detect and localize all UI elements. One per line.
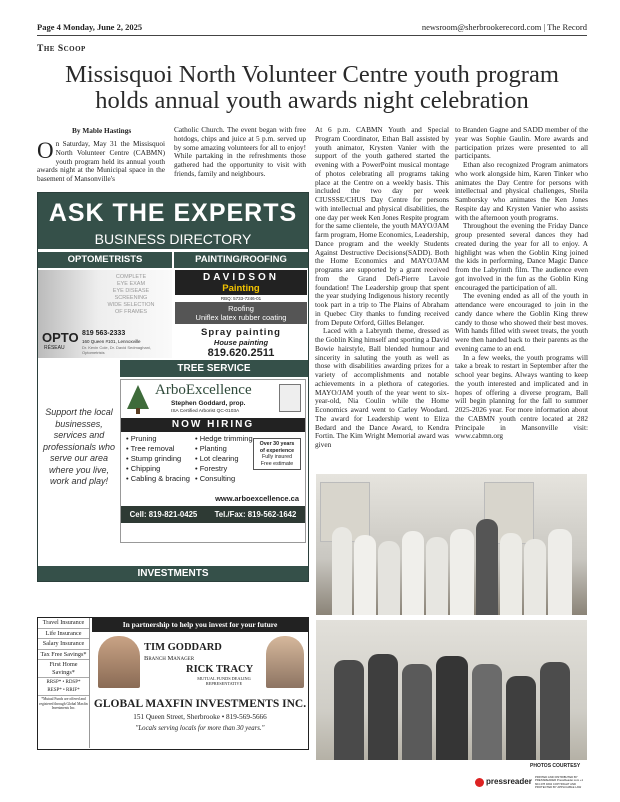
- ad-subtitle: BUSINESS DIRECTORY: [94, 231, 252, 247]
- col4-para: Throughout the evening the Friday Dance group presented several dances they had created during the year for all to enjoy. A highlight was when the Goblin King joined the kids in performing, Dance Magic Dance from the Labyrinth film. The audience even got involved in the fun as the Goblin King encouraged the participation of all.: [455, 221, 588, 292]
- col3-para: Laced with a Labrynth theme, dressed as the Goblin King himself and sporting a David Bowie hairstyle, Ball blended humour and sincerity in saluting the youth as well as those with disabilities awarding prizes for a variety of accomplishments and notable achievements in a plethora of categories. MAYO/JAM youth of the year went to six-year-old, Nia Coulin while the Home Economics award went to Carley Woodard. The award for Leadership went to Eliza Bedard and the Dance Award, to Kendra Fortin. The Kim Wright Memorial award was given: [315, 326, 449, 449]
- article-col-1: [37, 140, 165, 184]
- painting-phone: 819.620.2511: [207, 347, 275, 359]
- arbo-tel: Tel./Fax: 819-562-1642: [214, 510, 297, 519]
- col4-para: The evening ended as all of the youth in attendance were encouraged to join in the candy dance where the Goblin King threw candy to those who showed their best moves. With hands filled with sweet treats, the youth were then handed back to their parents as the evening came to an end.: [455, 291, 588, 353]
- opto-ad: COMPLETE EYE EXAM EYE DISEASE SCREENING WIDE SELECTION OF FRAMES OPTO RÉSEAU 819 563-2333 160 Queen #101, Lennoxville Dr. Kevin Cole, Dr. David Sedmaghani, Optometrists: [38, 270, 172, 358]
- company-address: 151 Queen Street, Sherbrooke • 819-569-5666: [133, 713, 267, 721]
- col4-para: to Branden Gagne and SADD member of the year was Sophie Gaulin. More awards and participation prizes were presented to all participants.: [455, 125, 588, 161]
- pressreader-icon: [475, 778, 484, 787]
- tree-icon: [125, 383, 151, 415]
- col4-para: Ethan also recognized Program animators who work alongside him, Karen Tinker who animates the Day Centre for persons with intellectual and physical challenges, Sheila Samborsky who animates the Ken Jones Respite day and Krysten Vanier who assists with the afternoon youth programs.: [455, 160, 588, 222]
- ad-title: ASK THE EXPERTS: [48, 199, 298, 227]
- header-right: newsroom@sherbrookerecord.com | The Record: [421, 22, 587, 32]
- opto-logo: OPTO: [42, 330, 79, 345]
- drop-cap: O: [37, 138, 54, 163]
- investments-ad: Travel Insurance Life Insurance Salary Insurance Tax Free Savings* First Home Savings* RRSP* • RDSP* RESP* • RRIF* *Mutual Funds are offered and registered through Global Maxfin Investments Inc. In partnership to help you invest for your future TIM GODDARD Branch Manager RICK TRACY MUTUAL FUNDS DEALING REPRESENTATIVE GLOBAL MAXFIN INVESTMENTS INC. 151 Queen Street, Sherbrooke • 819-569-5666 "Locals serving locals for more than 30 years.": [37, 617, 309, 750]
- tim-goddard-photo: [98, 636, 140, 688]
- pressreader-footer: pressreader PRINTED AND DISTRIBUTED BY PRESSREADER PressReader.com +1 604 278 4604 COPYRIGHT AND PROTECTED BY APPLICABLE LAW: [475, 776, 587, 790]
- cat-painting: PAINTING/ROOFING: [174, 252, 308, 268]
- col4-para: In a few weeks, the youth programs will take a break to restart in September after the school year begins. Always wanting to keep the youth interested and implicated and in hopes of offering a diverse program, Ball will begin planning for the fall to summer 2025-2026 year. For more information about the CABMN youth centre located at 282 Principale in Mansonville visit: www.cabmn.org: [455, 352, 588, 441]
- cat-investments: INVESTMENTS: [38, 566, 308, 581]
- article-col-3: [315, 126, 449, 450]
- arbo-name: ArboExcellence: [155, 382, 252, 398]
- article-col-2: Catholic Church. The event began with free hotdogs, chips and juice at 5 p.m. served up by some amazing volunteers for all to enjoy! While partaking in the refreshments those gathered had the opportunity to visit with friends, family and neighbours.: [174, 125, 306, 178]
- isa-badge-icon: [279, 384, 301, 412]
- photo-dancers: [316, 474, 587, 615]
- byline: By Mable Hastings: [72, 126, 132, 135]
- painting-ad: DAVIDSON Painting RBQ: 5733-7246-01 Roofing Uniflex latex rubber coating Spray painting House painting 819.620.2511: [175, 270, 307, 358]
- header-left: Page 4 Monday, June 2, 2025: [37, 22, 143, 32]
- now-hiring: NOW HIRING: [121, 418, 305, 432]
- company-tagline: "Locals serving locals for more than 30 years.": [135, 725, 265, 732]
- p1-name: TIM GODDARD: [144, 642, 222, 653]
- experience-badge: Over 30 years of experience Fully insured Free estimate: [253, 438, 301, 470]
- company-name: GLOBAL MAXFIN INVESTMENTS INC.: [93, 698, 307, 710]
- cat-tree-service: TREE SERVICE: [120, 360, 308, 377]
- opto-phone: 819 563-2333: [82, 330, 126, 337]
- col1-text: n Saturday, May 31 the Missisquoi North Volunteer Centre (CABMN) youth program held its annual youth awards night at the Municipal space in the basement of Mansonville's: [37, 139, 165, 183]
- section-label: The Scoop: [37, 44, 86, 54]
- support-local-text: Support the local businesses, services and professionals who serve our area where you live, work and play!: [42, 407, 116, 486]
- business-directory-ad: [37, 192, 309, 582]
- arbo-cell: Cell: 819-821-0425: [129, 510, 198, 519]
- insurance-list: Travel Insurance Life Insurance Salary Insurance Tax Free Savings* First Home Savings* RRSP* • RDSP* RESP* • RRIF* *Mutual Funds are offered and registered through Global Maxfin Investments Inc.: [38, 618, 90, 748]
- p2-name: RICK TRACY: [186, 664, 254, 675]
- partner-banner: In partnership to help you invest for your future: [92, 618, 308, 632]
- article-col-4: [455, 126, 588, 441]
- headline: Missisquoi North Volunteer Centre youth program holds annual youth awards night celebration: [65, 61, 559, 114]
- photo-award-winners: [316, 620, 587, 760]
- photo-credit: PHOTOS COURTESY: [530, 763, 581, 769]
- ad-banner: [38, 193, 308, 249]
- arbo-ad: ArboExcellence Stephen Goddard, prop. ISA Certified Arborist QC-0103A NOW HIRING • Pruning • Tree removal • Stump grinding • Chipping • Cabling & bracing • Hedge trimming • Planting • Lot clearing • Forestry • Consulting Over 30 years of experience Fully insured Free estimate www.arboexcellence.ca Cell: 819-821-0425 Tel./Fax: 819-562-1642: [120, 379, 306, 543]
- cat-optometrists: OPTOMETRISTS: [38, 252, 172, 268]
- rick-tracy-photo: [266, 636, 304, 688]
- page-header: [37, 22, 587, 36]
- col3-para: At 6 p.m. CABMN Youth and Special Program Coordinator, Ethan Ball assisted by youth animator, Krysten Vanier with the support of the youth gathered started the evening with a PowerPoint musical montage of photos celebrating all programs taking place at the Centre on a weekly basis. This included the two day per week CIUSSSE/CHUS Day Centre for persons with intellectual and physical disabilities, the one day per week Ken Jones Respite program for the same clientele, the youth MAYO/JAM farm program, Home Economics, Leadership, Dance program and the weekly Students Against Destructive Decisions(SADD). Both the Home Economics and MAYO/JAM programs are supported by a grant received from the Grand Defi-Pierre Lavoie foundation! The Leadership group that spent the year studying Indigenous history recently took part in a trip to The Plains of Abraham in Quebec City thanks to funding received from Depute Orford, Gilles Belanger.: [315, 125, 449, 327]
- arbo-website: www.arboexcellence.ca: [215, 494, 299, 503]
